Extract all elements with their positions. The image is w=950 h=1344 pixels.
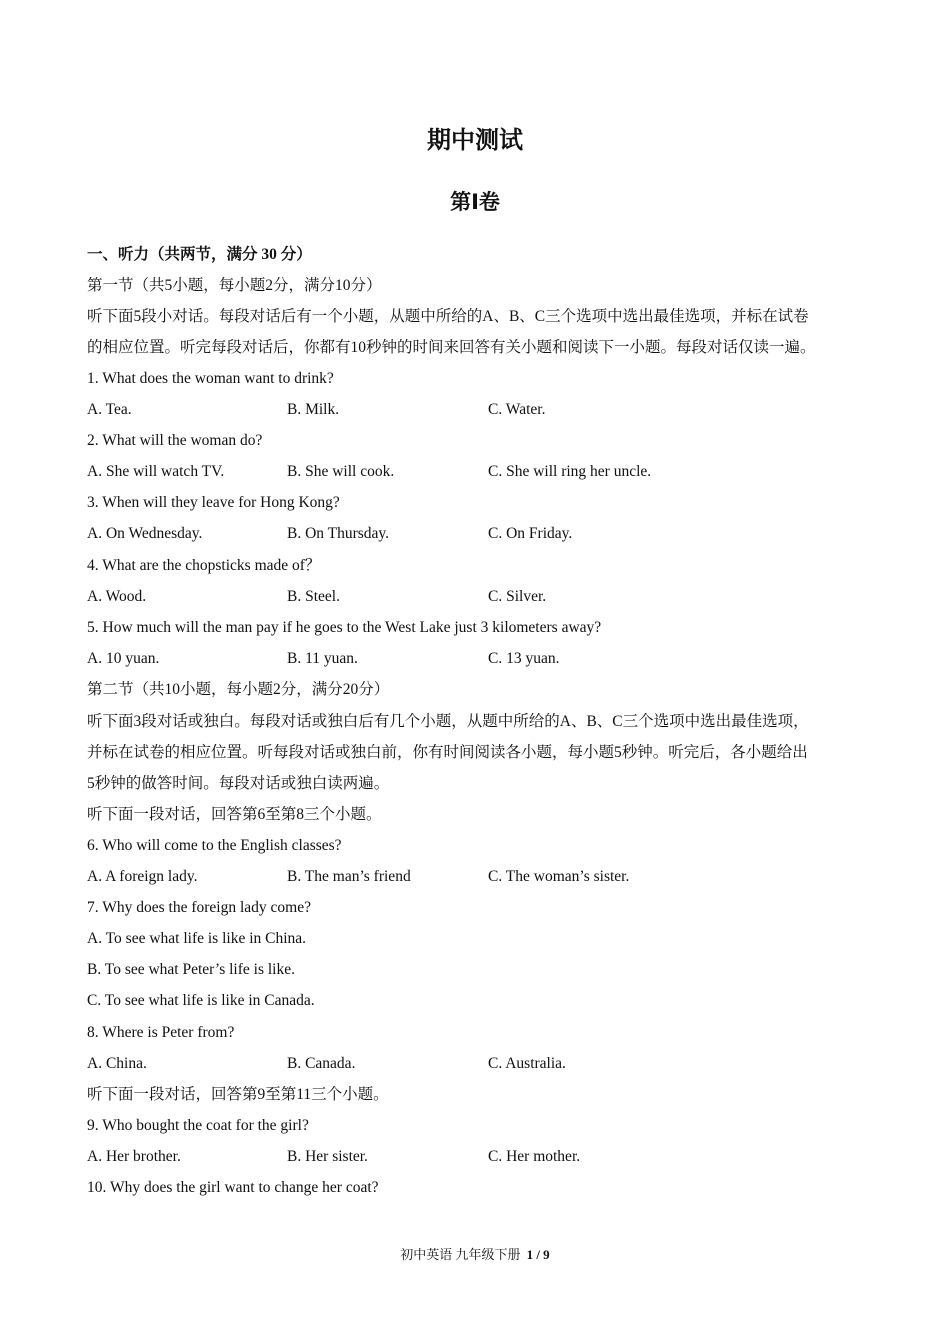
question-text: 10. Why does the girl want to change her coat? [87, 1179, 379, 1196]
page-footer [0, 1245, 950, 1265]
footer-course: 初中英语 九年级下册 [400, 1247, 521, 1262]
option-a: A. A foreign lady. [87, 868, 198, 885]
option-a: A. On Wednesday. [87, 525, 203, 542]
instruction-line: 听下面5段小对话。每段对话后有一个小题，从题中所给的A、B、C三个选项中选出最佳选项，并标在试卷 [87, 308, 809, 325]
question-text: 1. What does the woman want to drink? [87, 370, 334, 387]
dialog-instruction: 听下面一段对话，回答第6至第8三个小题。 [87, 806, 382, 823]
option-c: C. She will ring her uncle. [488, 463, 652, 480]
option-b: B. 11 yuan. [287, 650, 358, 667]
option-b: B. She will cook. [287, 463, 395, 480]
option-c: C. On Friday. [488, 525, 573, 542]
option-c: C. To see what life is like in Canada. [87, 992, 315, 1009]
question-text: 7. Why does the foreign lady come? [87, 899, 311, 916]
option-c: C. Australia. [488, 1055, 566, 1072]
volume-title: 第Ⅰ卷 [450, 190, 500, 214]
option-a: A. To see what life is like in China. [87, 930, 307, 947]
option-c: C. 13 yuan. [488, 650, 560, 667]
option-b: B. Her sister. [287, 1148, 368, 1165]
page-title: 期中测试 [427, 126, 523, 154]
dialog-instruction: 听下面一段对话，回答第9至第11三个小题。 [87, 1086, 389, 1103]
instruction-line: 的相应位置。听完每段对话后，你都有10秒钟的时间来回答有关小题和阅读下一小题。每段对话仅读一遍。 [87, 339, 816, 356]
option-a: A. Tea. [87, 401, 132, 418]
section-heading: 一、听力（共两节，满分 30 分） [87, 246, 312, 263]
option-c: C. Silver. [488, 588, 547, 605]
question-text: 9. Who bought the coat for the girl? [87, 1117, 309, 1134]
option-c: C. Her mother. [488, 1148, 581, 1165]
question-text: 3. When will they leave for Hong Kong? [87, 494, 340, 511]
option-a: A. 10 yuan. [87, 650, 160, 667]
option-b: B. On Thursday. [287, 525, 390, 542]
option-a: A. China. [87, 1055, 147, 1072]
option-a: A. Her brother. [87, 1148, 181, 1165]
question-text: 8. Where is Peter from? [87, 1024, 235, 1041]
instruction-line: 5秒钟的做答时间。每段对话或独白读两遍。 [87, 775, 390, 792]
option-b: B. To see what Peter’s life is like. [87, 961, 295, 978]
question-text: 6. Who will come to the English classes? [87, 837, 342, 854]
page-number: 1 / 9 [526, 1247, 550, 1262]
part-heading-1: 第一节（共5小题，每小题2分，满分10分） [87, 277, 382, 294]
option-a: A. She will watch TV. [87, 463, 225, 480]
question-text: 5. How much will the man pay if he goes to the West Lake just 3 kilometers away? [87, 619, 602, 636]
option-c: C. The woman’s sister. [488, 868, 630, 885]
question-text: 4. What are the chopsticks made of？ [87, 557, 321, 574]
option-b: B. The man’s friend [287, 868, 411, 885]
instruction-line: 并标在试卷的相应位置。听每段对话或独白前，你有时间阅读各小题，每小题5秒钟。听完后，各小题给出 [87, 744, 808, 761]
part-heading-2: 第二节（共10小题，每小题2分，满分20分） [87, 681, 390, 698]
option-b: B. Milk. [287, 401, 340, 418]
option-a: A. Wood. [87, 588, 147, 605]
instruction-line: 听下面3段对话或独白。每段对话或独白后有几个小题，从题中所给的A、B、C三个选项中选出最佳选项， [87, 713, 809, 730]
option-b: B. Canada. [287, 1055, 356, 1072]
option-c: C. Water. [488, 401, 546, 418]
option-b: B. Steel. [287, 588, 340, 605]
question-text: 2. What will the woman do? [87, 432, 263, 449]
